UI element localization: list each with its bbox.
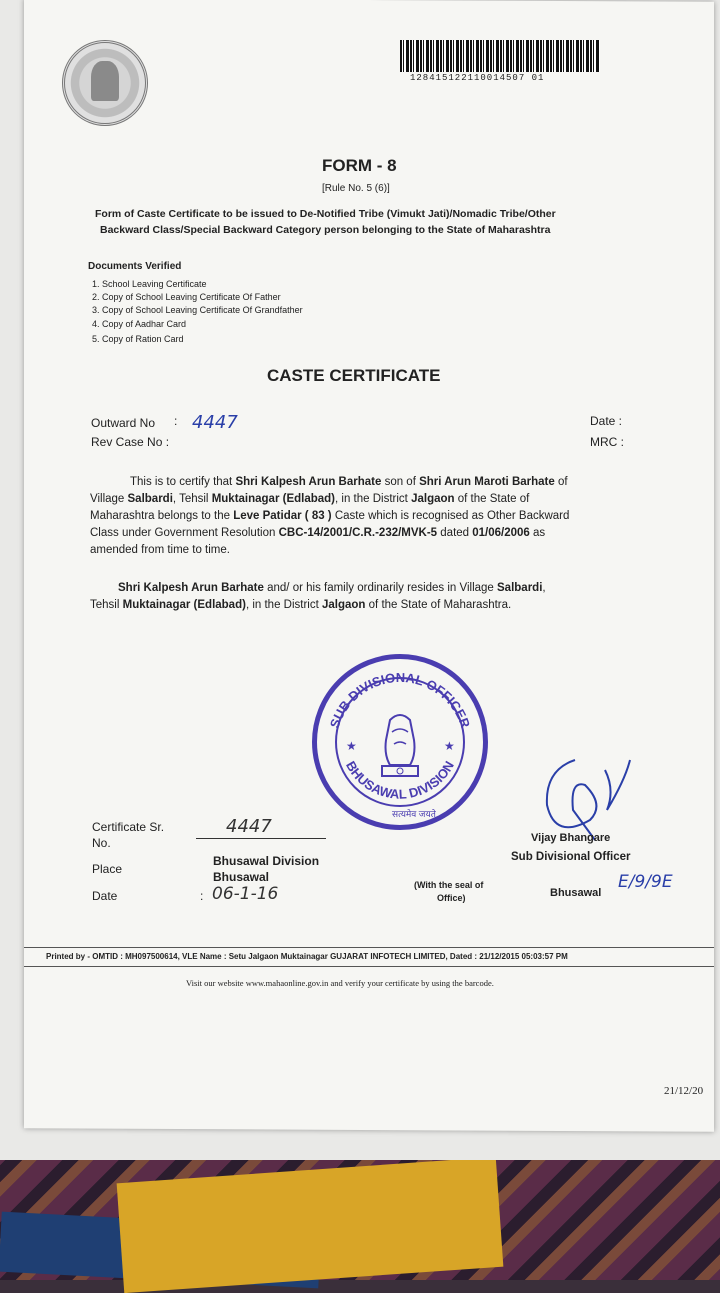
footer-rule-top [24, 947, 714, 948]
document-item: 3. Copy of School Leaving Certificate Of Grandfather [92, 305, 303, 315]
mrc-label: MRC : [590, 435, 624, 449]
date-label: Date [92, 889, 118, 903]
document-item: 5. Copy of Ration Card [92, 334, 184, 344]
rev-case-label: Rev Case No : [91, 435, 170, 449]
outward-no-label: Outward No [91, 416, 156, 430]
barcode [400, 40, 600, 72]
cert-sr-value: 4447 [226, 816, 272, 837]
printed-by-line: Printed by - OMTID : MH097500614, VLE Name : Setu Jalgaon Muktainagar GUJARAT INFOTECH LIMITED, Dated : 21/12/2015 05:03:57 PM [46, 952, 568, 961]
cert-sr-underline [196, 838, 326, 839]
certificate-title: CASTE CERTIFICATE [267, 366, 441, 385]
barcode-number: 128415122110014507 01 [410, 73, 545, 83]
place-value: Bhusawal Division [213, 854, 320, 868]
cert-sr-label: Certificate Sr. [92, 820, 165, 834]
place-label: Place [92, 862, 123, 876]
svg-text:SUB DIVISIONAL OFFICER: SUB DIVISIONAL OFFICER [326, 669, 474, 730]
date-label-top: Date : [590, 414, 623, 428]
seal-motto: सत्यमेव जयते [392, 809, 436, 819]
corner-date: 21/12/20 [664, 1085, 704, 1097]
form-description-line2: Backward Class/Special Backward Category person belonging to the State of Maharashtra [100, 224, 551, 236]
certification-paragraph: This is to certify that Shri Kalpesh Arun Barhate son of Shri Arun Maroti Barhate of Village Salbardi, Tehsil Muktainagar (Edlabad), in the District Jalgaon of the State of Maharashtra belongs to the Leve Patidar ( 83 ) Caste which is recognised as Other Backward Class under Government Resolution CBC-14/2001/C.R.-232/MVK-5 dated 01/06/2006 as amended from time to time. [90, 476, 570, 556]
officer-name: Vijay Bhangare [531, 832, 611, 844]
form-title: FORM - 8 [322, 156, 397, 175]
svg-text:★: ★ [346, 739, 357, 753]
table-cloth-yellow [117, 1157, 504, 1293]
outward-no-value: 4447 [192, 412, 238, 433]
svg-text:BHUSAWAL DIVISION: BHUSAWAL DIVISION [343, 758, 457, 802]
document-item: 4. Copy of Aadhar Card [92, 319, 187, 329]
table-background [0, 1140, 720, 1280]
verify-website-line: Visit our website www.mahaonline.gov.in and verify your certificate by using the barcode. [186, 978, 494, 988]
document-item: 2. Copy of School Leaving Certificate Of Father [92, 292, 281, 302]
officer-place: Bhusawal [550, 887, 602, 899]
form-rule: [Rule No. 5 (6)] [322, 183, 390, 194]
officer-title: Sub Divisional Officer [511, 851, 631, 863]
document-item: 1. School Leaving Certificate [92, 279, 207, 289]
documents-heading: Documents Verified [88, 261, 182, 272]
date-value: 06-1-16 [212, 884, 279, 904]
svg-text:★: ★ [444, 739, 455, 753]
seal-note-office: Office) [437, 893, 466, 903]
signature-note: E/9/9E [618, 872, 673, 892]
cert-sr-label-no: No. [92, 836, 111, 850]
place-value-city: Bhusawal [213, 870, 270, 884]
seal-note: (With the seal of [414, 880, 484, 890]
ashoka-lion-icon [370, 710, 430, 800]
residence-paragraph: Shri Kalpesh Arun Barhate and/ or his family ordinarily resides in Village Salbardi, Tehsil Muktainagar (Edlabad), in the District Jalgaon of the State of Maharashtra. [90, 582, 546, 611]
form-description-line1: Form of Caste Certificate to be issued to De-Notified Tribe (Vimukt Jati)/Nomadic Tribe/Other [95, 208, 556, 220]
footer-rule-bottom [24, 966, 714, 967]
maharashtra-emblem-icon [62, 40, 148, 126]
